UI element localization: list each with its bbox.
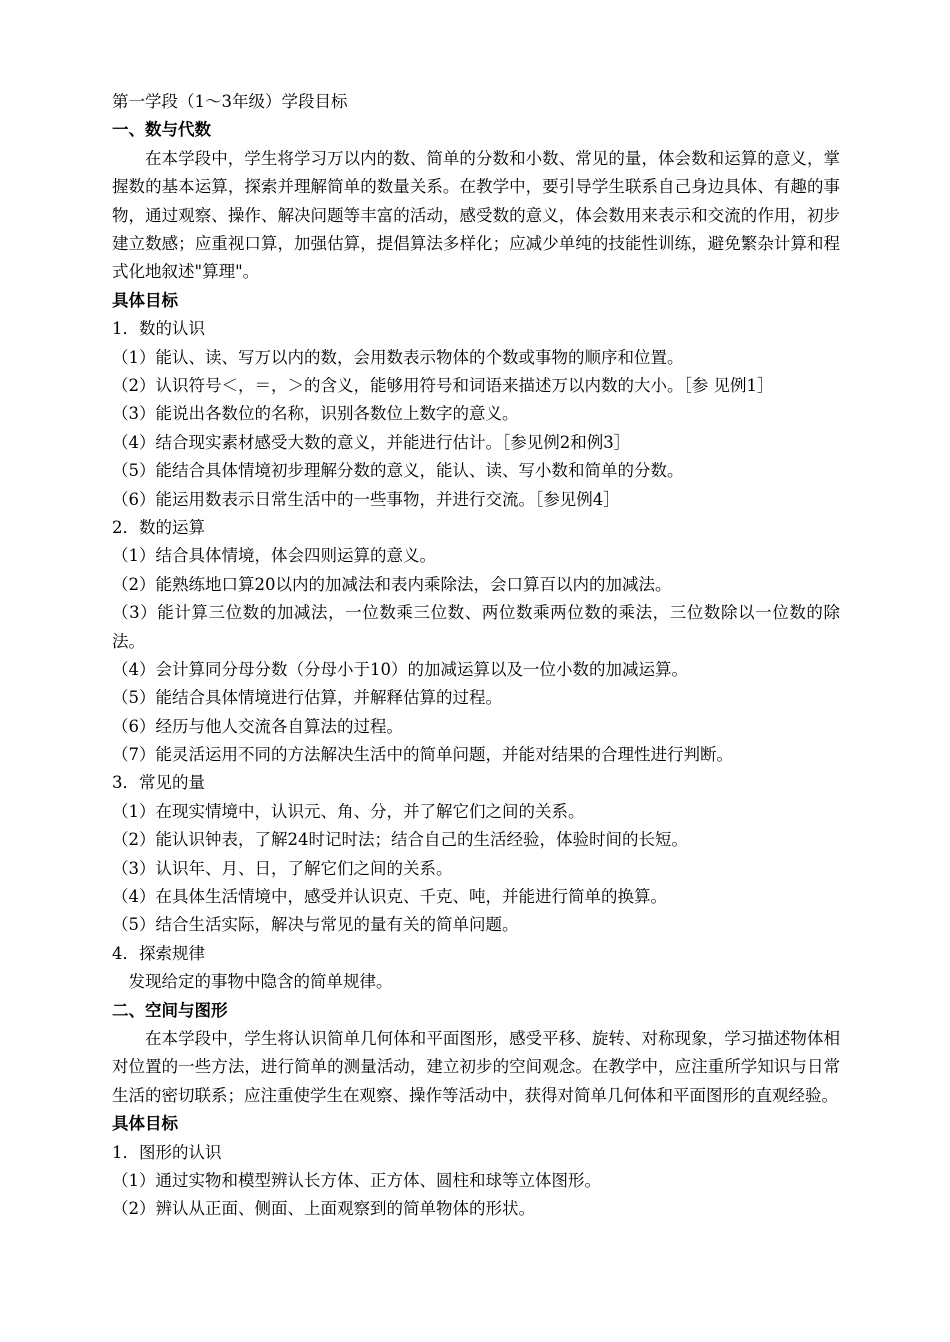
list-item: （5）能结合具体情境进行估算，并解释估算的过程。 [112, 688, 502, 708]
list-item: （3）能说出各数位的名称，识别各数位上数字的意义。 [112, 404, 519, 424]
goals-heading: 具体目标 [112, 1114, 178, 1134]
list-item: （2）能认识钟表，了解24时记时法；结合自己的生活经验，体验时间的长短。 [112, 830, 688, 850]
subsection-title: 1．图形的认识 [112, 1142, 222, 1162]
section-intro-paragraph: 在本学段中，学生将学习万以内的数、简单的分数和小数、常见的量，体会数和运算的意义，掌握数的基本运算，探索并理解简单的数量关系。在教学中，要引导学生联系自己身边具体、有趣的事物，通过观察、操作、解决问题等丰富的活动，感受数的意义，体会数用来表示和交流的作用，初步建立数感；应重视口算，加强估算，提倡算法多样化；应减少单纯的技能性训练，避免繁杂计算和程式化地叙述"算理"。 [112, 148, 840, 282]
list-item: （5）能结合具体情境初步理解分数的意义，能认、读、写小数和简单的分数。 [112, 461, 684, 481]
subsection-title: 4．探索规律 [112, 943, 205, 963]
document-page [112, 88, 840, 1224]
list-item: （2）辨认从正面、侧面、上面观察到的简单物体的形状。 [112, 1199, 535, 1219]
subsection-title: 3．常见的量 [112, 773, 205, 793]
list-item: （2）能熟练地口算20以内的加减法和表内乘除法，会口算百以内的加减法。 [112, 574, 672, 594]
list-item: （3）能计算三位数的加减法，一位数乘三位数、两位数乘两位数的乘法，三位数除以一位数的除法。 [112, 603, 840, 651]
page-title: 第一学段（1～3年级）学段目标 [112, 92, 348, 111]
list-item: （4）在具体生活情境中，感受并认识克、千克、吨，并能进行简单的换算。 [112, 887, 667, 907]
list-item: （3）认识年、月、日，了解它们之间的关系。 [112, 858, 453, 878]
list-item: （6）能运用数表示日常生活中的一些事物，并进行交流。［参见例4］ [112, 489, 620, 509]
list-item: （1）通过实物和模型辨认长方体、正方体、圆柱和球等立体图形。 [112, 1171, 601, 1190]
list-item: （6）经历与他人交流各自算法的过程。 [112, 716, 403, 736]
list-item: 发现给定的事物中隐含的简单规律。 [128, 972, 393, 992]
subsection-title: 1．数的认识 [112, 319, 205, 339]
list-item: （5）结合生活实际，解决与常见的量有关的简单问题。 [112, 915, 519, 935]
list-item: （4）会计算同分母分数（分母小于10）的加减运算以及一位小数的加减运算。 [112, 659, 688, 679]
list-item: （1）在现实情境中，认识元、角、分，并了解它们之间的关系。 [112, 801, 585, 821]
list-item: （2）认识符号＜，＝，＞的含义，能够用符号和词语来描述万以内数的大小。［参 见例1］ [112, 375, 774, 395]
subsection-title: 2．数的运算 [112, 517, 205, 537]
goals-heading: 具体目标 [112, 290, 178, 310]
section-heading-space-shape: 二、空间与图形 [112, 1000, 228, 1020]
list-item: （1）能认、读、写万以内的数，会用数表示物体的个数或事物的顺序和位置。 [112, 347, 684, 367]
list-item: （1）结合具体情境，体会四则运算的意义。 [112, 546, 436, 566]
list-item: （4）结合现实素材感受大数的意义，并能进行估计。［参见例2和例3］ [112, 432, 631, 452]
section-heading-number-algebra: 一、数与代数 [112, 120, 211, 140]
list-item: （7）能灵活运用不同的方法解决生活中的简单问题，并能对结果的合理性进行判断。 [112, 745, 733, 765]
section-intro-paragraph: 在本学段中，学生将认识简单几何体和平面图形，感受平移、旋转、对称现象，学习描述物体相对位置的一些方法，进行简单的测量活动，建立初步的空间观念。在教学中，应注重所学知识与日常生活的密切联系；应注重使学生在观察、操作等活动中，获得对简单几何体和平面图形的直观经验。 [112, 1029, 840, 1105]
